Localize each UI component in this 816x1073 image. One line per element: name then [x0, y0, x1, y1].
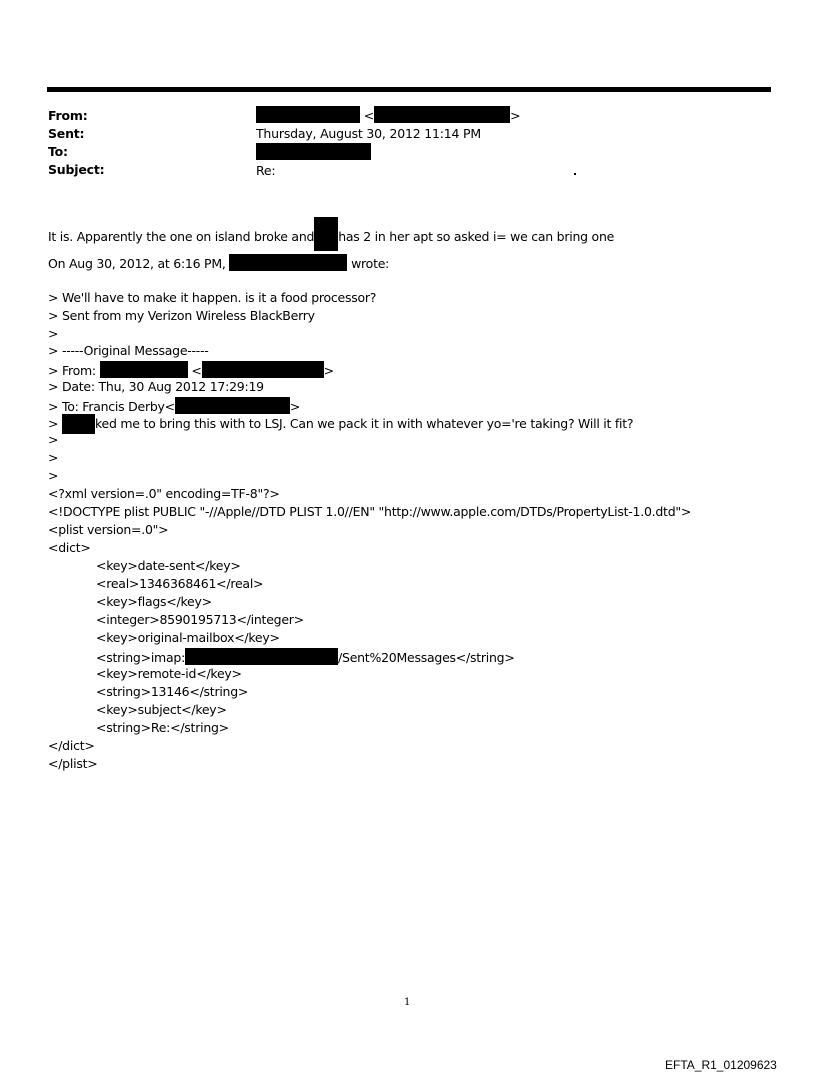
plist-line: <key>original-mailbox</key>	[96, 630, 280, 645]
redaction-block	[314, 217, 338, 251]
plist-line: <key>date-sent</key>	[96, 558, 241, 573]
plist-line: <real>1346368461</real>	[96, 576, 264, 591]
sent-value: Thursday, August 30, 2012 11:14 PM	[256, 126, 481, 141]
redaction-block	[374, 106, 510, 123]
body-text: > From:	[48, 363, 96, 378]
quoted-line: >	[48, 432, 59, 447]
bates-number: EFTA_R1_01209623	[665, 1058, 777, 1072]
plist-line: </plist>	[48, 756, 98, 771]
quoted-line: > -----Original Message-----	[48, 343, 209, 358]
quoted-line: > Date: Thu, 30 Aug 2012 17:29:19	[48, 379, 264, 394]
from-value	[256, 106, 520, 123]
body-text: /Sent%20Messages</string>	[338, 650, 515, 665]
subject-value: Re:	[256, 163, 276, 178]
plist-line: <?xml version=.0" encoding=TF-8"?>	[48, 486, 280, 501]
plist-line: <key>remote-id</key>	[96, 666, 242, 681]
to-label: To:	[48, 144, 68, 159]
body-line	[48, 217, 614, 251]
quoted-line: >	[48, 326, 59, 341]
plist-line: </dict>	[48, 738, 95, 753]
redaction-block	[256, 106, 360, 123]
body-text: >	[48, 416, 59, 431]
redaction-block	[202, 361, 324, 378]
quoted-line	[48, 414, 633, 434]
body-text: It is. Apparently the one on island broke and	[48, 229, 315, 244]
body-text: wrote:	[351, 256, 390, 271]
plist-line: <string>13146</string>	[96, 684, 249, 699]
sent-label: Sent:	[48, 126, 85, 141]
body-text: <string>imap:	[96, 650, 186, 665]
quoted-line: > We'll have to make it happen. is it a food processor?	[48, 290, 377, 305]
quoted-line: > Sent from my Verizon Wireless BlackBerry	[48, 308, 315, 323]
plist-line: <key>flags</key>	[96, 594, 212, 609]
redaction-block	[229, 254, 347, 271]
body-text: >	[323, 363, 334, 378]
body-text: On Aug 30, 2012, at 6:16 PM,	[48, 256, 226, 271]
body-text: has 2 in her apt so asked i= we can bring one	[338, 229, 615, 244]
body-text: <	[191, 363, 202, 378]
stray-dot	[574, 173, 576, 175]
header-rule	[47, 87, 771, 92]
to-redaction	[256, 143, 371, 160]
from-open-bracket: <	[363, 108, 375, 123]
subject-label: Subject:	[48, 162, 105, 177]
plist-line: <dict>	[48, 540, 91, 555]
quoted-line: >	[48, 450, 59, 465]
from-close-bracket: >	[510, 108, 521, 123]
plist-line: <key>subject</key>	[96, 702, 227, 717]
body-text: ked me to bring this with to LSJ. Can we pack it in with whatever yo='re taking? Will it fit?	[94, 416, 634, 431]
plist-line: <integer>8590195713</integer>	[96, 612, 304, 627]
plist-line: <string>Re:</string>	[96, 720, 229, 735]
plist-line: <plist version=.0">	[48, 522, 169, 537]
redaction-block	[62, 414, 95, 434]
plist-line	[96, 648, 515, 665]
body-text: >	[289, 399, 301, 414]
quoted-line	[48, 361, 334, 378]
page-number: 1	[404, 997, 411, 1008]
redaction-block	[100, 361, 188, 378]
quoted-line: >	[48, 468, 59, 483]
redaction-block	[185, 648, 338, 665]
redaction-block	[175, 397, 290, 414]
plist-line: <!DOCTYPE plist PUBLIC "-//Apple//DTD PLIST 1.0//EN" "http://www.apple.com/DTDs/PropertyList-1.0.dtd">	[48, 504, 692, 519]
body-text: > To: Francis Derby<	[48, 399, 175, 414]
quoted-line	[48, 397, 300, 414]
from-label: From:	[48, 108, 88, 123]
wrote-line	[48, 254, 389, 271]
